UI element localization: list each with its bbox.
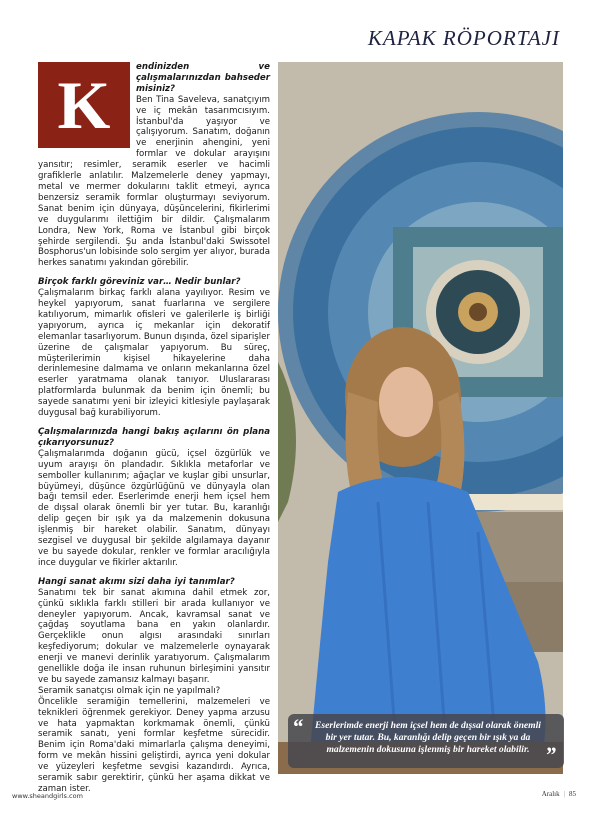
- footer-month: Aralık: [541, 790, 560, 798]
- quote-open-mark: “: [292, 714, 303, 739]
- qa-block-2: [38, 427, 270, 569]
- plain-answer: Öncelikle seramiğin temellerini, malzemeleri ve teknikleri öğrenmek gerekiyor. Deney yapma arzusu ve hata yapmaktan korkmamak önemli, çünkü seramik sanatı, yeni formlar keşfetme sürecidir. Benim için Roma'daki mimarlarla çalışma deneyimi, form ve mekân hissini geliştirdi, ayrıca yeni dokular ve yüzeyleri keşfetme sevgisi kazandırdı. Ayrıca, seramik sabır gerektirir, çünkü her aşama dikkat ve zaman ister.: [38, 696, 270, 794]
- footer-url: www.sheandgirls.com: [12, 792, 83, 800]
- intro-answer: Ben Tina Saveleva, sanatçıyım ve iç mekân tasarımcısıyım. İstanbul'da yaşıyor ve çalışıyorum. Sanatım, doğanın ve enerjinin ahengini, yeni formlar ve dokular arayışını yansıtır; resimler, seramik eserler ve hacimli grafiklerle anlatılır. Malzemelerle deney yapmayı, metal ve mermer dokularını taklit etmeyi, ayrıca benzersiz seramik formlar oluşturmayı seviyorum. Sanat benim için dünyaya, düşüncelerini, fikirlerimi ve duygularımı ilettiğim bir dildir. Çalışmalarım Londra, New York, Roma ve İstanbul gibi birçok şehirde sergilendi. Şu anda İstanbul'daki Swissotel Bosphorus'un lobisinde solo sergim yer alıyor, burada herkes sanatımı yakından görebilir.: [38, 94, 270, 269]
- intro-question: endinizden ve çalışmalarınızdan bahseder misiniz?: [136, 62, 270, 94]
- section-title: KAPAK RÖPORTAJI: [367, 26, 560, 50]
- qa-answer-2: Çalışmalarımda doğanın gücü, içsel özgürlük ve uyum arayışı ön plandadır. Sıklıkla metaforlar ve semboller kullanırım; ağaçlar ve kuşlar gibi unsurlar, büyümeyi, düşünce özgürlüğünü ve dünyayla olan bağı temsil eder. Eserlerimde enerji hem içsel hem de dışsal olarak önemli bir yer tutar. Bu, karanlığı delip geçen bir ışık ya da malzemenin dokusuna işlenmiş bir hareket olabilir. Sanatım, dünyayı sezgisel ve duygusal bir şekilde algılamaya dayanır ve bu sayede dokular, renkler ve formlar aracılığıyla ince duygular ve fikirler aktarılır.: [38, 448, 270, 568]
- qa-question-2: Çalışmalarınızda hangi bakış açılarını ön plana çıkarıyorsunuz?: [38, 427, 270, 448]
- article-text-column: [38, 62, 270, 803]
- pull-quote-text: Eserlerimde enerji hem içsel hem de dışsal olarak önemli bir yer tutar. Bu, karanlığı delip geçen bir ışık ya da malzemenin dokusuna işlenmiş bir hareket olabilir.: [315, 720, 541, 755]
- dropcap-box: [38, 62, 130, 148]
- qa-answer-1: Çalışmalarım birkaç farklı alana yayılıyor. Resim ve heykel yapıyorum, sanat fuarlarına ve sergilere katılıyorum, mimarlık ofisleri ve galerilerle iş birliği yapıyorum, ayrıca iç mekanlar için dekoratif elemanlar tasarlıyorum. Bunun dışında, özel siparişler üzerine de çalışmalar yapıyorum. Bu süreç, müşterilerimin kişisel hikayelerine daha derinlemesine dalmama ve onların mekanlarına özel eserler yaratmama olanak tanıyor. Uluslararası platformlarda bulunmak da benim için önemli; bu sayede sanatımı yeni bir izleyici kitlesiyle paylaşarak duygusal bağ kurabiliyorum.: [38, 288, 270, 419]
- quote-close-mark: ”: [545, 742, 556, 767]
- qa-question-3: Hangi sanat akımı sizi daha iyi tanımlar?: [38, 576, 235, 587]
- cover-photo: [278, 62, 563, 774]
- footer-page-info: Aralık | 85: [541, 790, 576, 798]
- page-number: 85: [569, 790, 576, 798]
- dropcap-letter: K: [57, 67, 111, 143]
- qa-answer-3: Sanatımı tek bir sanat akımına dahil etmek zor, çünkü sıklıkla farklı stilleri bir arada kullanıyor ve deneyler yapıyorum. Ancak, kavramsal sanat ve çağdaş soyutlama bana en yakın olanlardır. Gerçeklikle onun algısı arasındaki sınırları keşfediyorum; dokular ve malzemelerle oynayarak enerji ve manevi derinlik yaratıyorum. Çalışmalarım genellikle doğa ile insan ruhunun birleşimini yansıtır ve bu sayede zamansız kalmayı başarır.: [38, 587, 270, 685]
- qa-block-3: [38, 577, 270, 795]
- qa-question-1: Birçok farklı göreviniz var… Nedir bunlar?: [38, 277, 241, 288]
- qa-block-1: [38, 277, 270, 419]
- plain-question: Seramik sanatçısı olmak için ne yapılmalı?: [38, 685, 221, 696]
- photo-illustration: [278, 62, 563, 774]
- pull-quote: [288, 714, 564, 768]
